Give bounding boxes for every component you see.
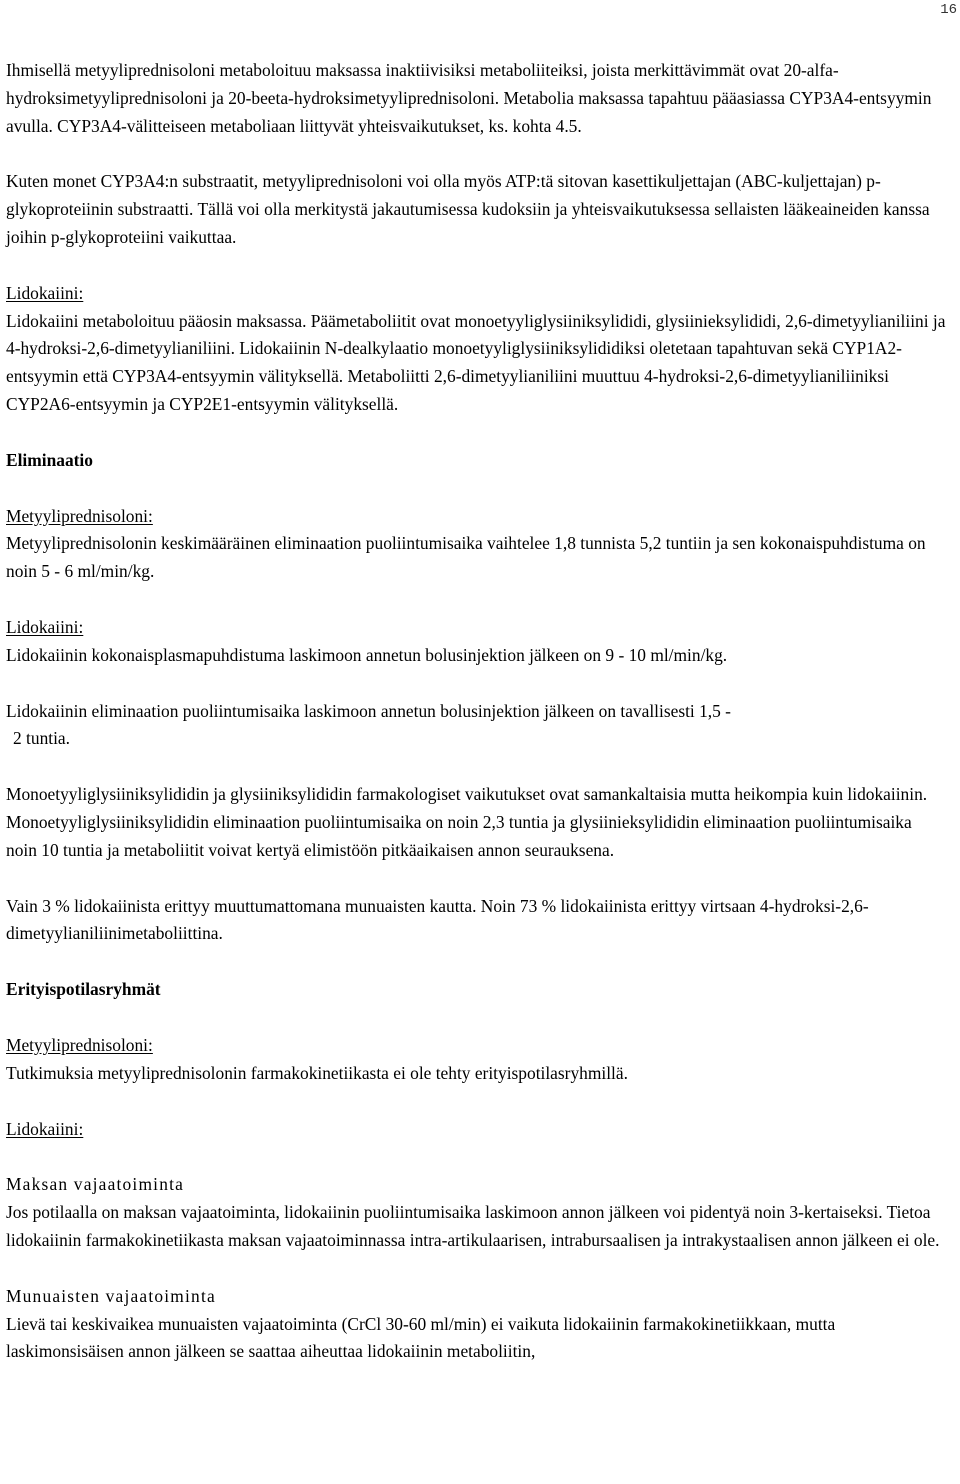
- paragraph-elimination-methylprednisolone: Metyyliprednisolonin keskimääräinen eliminaation puoliintumisaika vaihtelee 1,8 tunnista 5,2 tuntiin ja sen kokonaispuhdistuma on noin 5 - 6 ml/min/kg.: [6, 533, 926, 582]
- half-life-line-2: 2 tuntia.: [13, 728, 70, 749]
- paragraph-lidocaine-half-life: [6, 698, 946, 754]
- subheading-lidocaine: Lidokaiini:: [6, 1118, 84, 1139]
- paragraph-metabolite-effects: Monoetyyliglysiiniksylididin ja glysiiniksylididin farmakologiset vaikutukset ovat samankaltaisia mutta heikompia kuin lidokaiinin. Monoetyyliglysiiniksylididin eliminaation puoliintumisaika on noin 2,3 tuntia ja glysiinieksylididin eliminaation puoliintumisaika noin 10 tuntia ja metaboliitit voivat kertyä elimistöön pitkäaikaisen annon seurauksena.: [6, 784, 928, 860]
- subheading-methylprednisolone: Metyyliprednisoloni:: [6, 1034, 153, 1055]
- paragraph-lidocaine-clearance: Lidokaiinin kokonaisplasmapuhdistuma laskimoon annetun bolusinjektion jälkeen on 9 - 10 ml/min/kg.: [6, 644, 728, 665]
- paragraph-hepatic-impairment: Jos potilaalla on maksan vajaatoiminta, lidokaiinin puoliintumisaika laskimoon annon jälkeen voi pidentyä noin 3-kertaiseksi. Tietoa lidokaiinin farmakokinetiikasta maksan vajaatoiminnassa intra-artikulaarisen, intrabursaalisen ja intrakystaalisen annon jälkeen ei ole.: [6, 1202, 940, 1250]
- section-heading-elimination: Eliminaatio: [6, 449, 93, 470]
- paragraph-renal-excretion: Vain 3 % lidokaiinista erittyy muuttumattomana munuaisten kautta. Noin 73 % lidokaiinista erittyy virtsaan 4-hydroksi-2,6-dimetyylianiliinimetaboliittina.: [6, 895, 869, 944]
- document-body: [6, 57, 946, 1366]
- paragraph-p-glycoprotein: Kuten monet CYP3A4:n substraatit, metyyliprednisoloni voi olla myös ATP:tä sitovan kasettikuljettajan (ABC-kuljettajan) p-glykoproteiinin substraatti. Tällä voi olla merkitystä jakautumisessa kudoksiin ja yhteisvaikutuksessa sellaisten lääkeaineiden kanssa joihin p-glykoproteiini vaikuttaa.: [6, 171, 930, 247]
- subheading-renal-impairment: Munuaisten vajaatoiminta: [6, 1285, 216, 1306]
- page-number: 16: [940, 2, 957, 18]
- subheading-lidocaine: Lidokaiini:: [6, 616, 84, 637]
- paragraph-special-populations-methylprednisolone: Tutkimuksia metyyliprednisolonin farmakokinetiikasta ei ole tehty erityispotilasryhmillä.: [6, 1062, 628, 1083]
- subheading-lidocaine: Lidokaiini:: [6, 282, 84, 303]
- section-heading-special-populations: Erityispotilasryhmät: [6, 979, 161, 1000]
- subheading-methylprednisolone: Metyyliprednisoloni:: [6, 505, 153, 526]
- half-life-line-1: Lidokaiinin eliminaation puoliintumisaika laskimoon annetun bolusinjektion jälkeen on tavallisesti 1,5 -: [6, 700, 731, 721]
- subheading-hepatic-impairment: Maksan vajaatoiminta: [6, 1174, 185, 1195]
- paragraph-metabolism-lidocaine: Lidokaiini metaboloituu pääosin maksassa. Päämetaboliitit ovat monoetyyliglysiiniksylididi, glysiinieksylididi, 2,6-dimetyylianiliini ja 4-hydroksi-2,6-dimetyylianiliini. Lidokaiinin N-dealkylaatio monoetyyliglysiiniksylididiksi oletetaan tapahtuvan sekä CYP1A2-entsyymin että CYP3A4-entsyymin välityksellä. Metaboliitti 2,6-dimetyylianiliini muuttuu 4-hydroksi-2,6-dimetyylianiliiniksi CYP2A6-entsyymin ja CYP2E1-entsyymin välityksellä.: [6, 310, 946, 414]
- paragraph-renal-impairment: Lievä tai keskivaikea munuaisten vajaatoiminta (CrCl 30-60 ml/min) ei vaikuta lidokaiinin farmakokinetiikkaan, mutta laskimonsisäisen annon jälkeen se saattaa aiheuttaa lidokaiinin metaboliitin,: [6, 1313, 836, 1362]
- paragraph-metabolism-methylprednisolone: Ihmisellä metyyliprednisoloni metaboloituu maksassa inaktiivisiksi metaboliiteiksi, joista merkittävimmät ovat 20-alfa-hydroksimetyyliprednisoloni ja 20-beeta-hydroksimetyyliprednisoloni. Metabolia maksassa tapahtuu pääasiassa CYP3A4-entsyymin avulla. CYP3A4-välitteiseen metaboliaan liittyvät yhteisvaikutukset, ks. kohta 4.5.: [6, 60, 932, 136]
